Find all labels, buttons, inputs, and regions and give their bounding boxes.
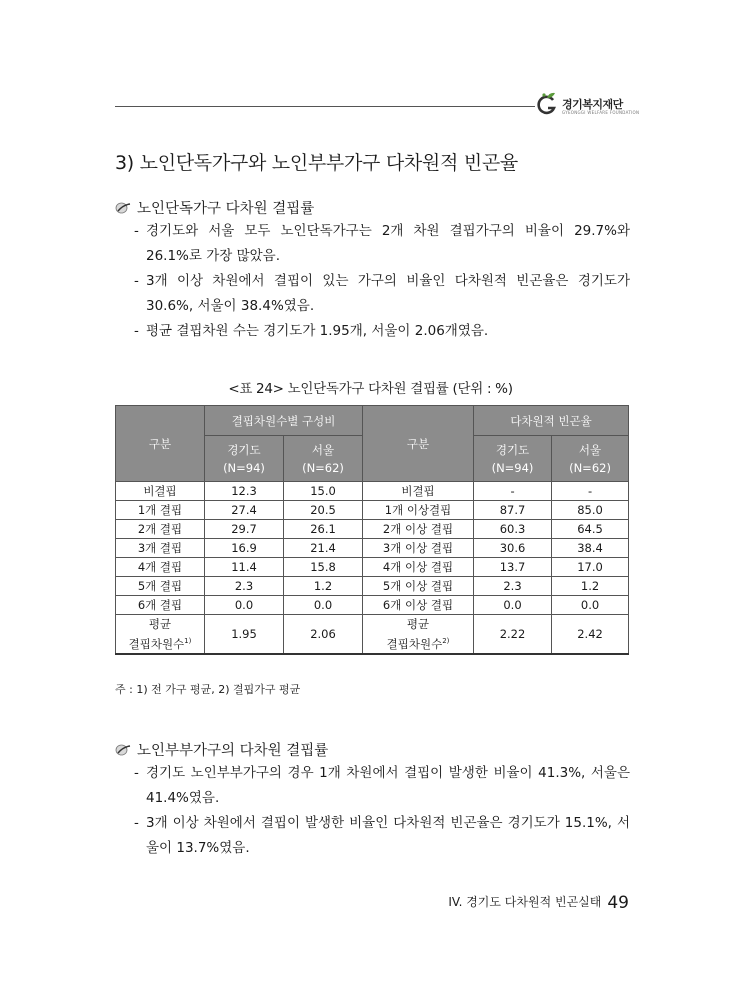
table-cell: 13.7 [474, 558, 552, 577]
table-cell: 2.22 [474, 615, 552, 655]
table-header-cell: 구분 [116, 406, 205, 482]
table-cell: 5개 결핍 [116, 577, 205, 596]
table-cell: 15.8 [284, 558, 363, 577]
table-cell: 12.3 [205, 482, 284, 501]
table-cell: 1.95 [205, 615, 284, 655]
table-cell: 1.2 [552, 577, 629, 596]
logo-name: 경기복지재단 [562, 98, 623, 111]
table-row [116, 577, 629, 596]
table-cell: 0.0 [284, 596, 363, 615]
subsection-body-couple [130, 761, 630, 861]
logo-subtitle: GYEONGGI WELFARE FOUNDATION [562, 110, 640, 115]
table-caption: <표 24> 노인단독가구 다차원 결핍률 (단위 : %) [228, 381, 513, 397]
table-cell: 비결핍 [363, 482, 474, 501]
table-cell: 비결핍 [116, 482, 205, 501]
table-cell: 29.7 [205, 520, 284, 539]
subsection-heading-couple [115, 739, 328, 760]
table-cell: 21.4 [284, 539, 363, 558]
table-header-cell: 다차원적 빈곤율 [474, 406, 629, 436]
table-cell: 2개 이상 결핍 [363, 520, 474, 539]
list-item: - 평균 결핍차원 수는 경기도가 1.95개, 서울이 2.06개였음. [130, 319, 630, 344]
section-title: 3) 노인단독가구와 노인부부가구 다차원적 빈곤율 [115, 152, 518, 174]
table-row [116, 539, 629, 558]
table-row [116, 482, 629, 501]
page-number: 49 [607, 893, 629, 913]
table-cell: 15.0 [284, 482, 363, 501]
table-row [116, 520, 629, 539]
table-cell: 60.3 [474, 520, 552, 539]
deprivation-table [115, 405, 629, 655]
table-cell: 64.5 [552, 520, 629, 539]
table-cell: 4개 이상 결핍 [363, 558, 474, 577]
table-cell: 1개 이상결핍 [363, 501, 474, 520]
table-cell: - [552, 482, 629, 501]
table-cell: 38.4 [552, 539, 629, 558]
table-cell: 4개 결핍 [116, 558, 205, 577]
table-cell: 2.3 [474, 577, 552, 596]
table-cell: 2.3 [205, 577, 284, 596]
table-header-cell: 경기도 (N=94) [205, 436, 284, 482]
table-cell: 3개 이상 결핍 [363, 539, 474, 558]
table-cell: 2개 결핍 [116, 520, 205, 539]
table-row [116, 558, 629, 577]
footnote-marker: 2) [442, 636, 450, 645]
subsection-heading-single [115, 197, 314, 218]
table-header-cell: 경기도 (N=94) [474, 436, 552, 482]
table-cell: 27.4 [205, 501, 284, 520]
subsection-title: 노인부부가구의 다차원 결핍률 [137, 743, 329, 759]
subsection-title: 노인단독가구 다차원 결핍률 [137, 201, 315, 217]
table-row [116, 501, 629, 520]
table-cell: 0.0 [205, 596, 284, 615]
table-cell: 5개 이상 결핍 [363, 577, 474, 596]
footnote-marker: 1) [184, 636, 192, 645]
table-header-cell: 서울 (N=62) [284, 436, 363, 482]
list-item: - 경기도 노인부부가구의 경우 1개 차원에서 결핍이 발생한 비율이 41.3%, 서울은 41.4%였음. [130, 761, 630, 811]
table-cell: 1개 결핍 [116, 501, 205, 520]
foundation-logo [536, 92, 640, 120]
table-row [116, 596, 629, 615]
table-cell: 26.1 [284, 520, 363, 539]
table-cell: 11.4 [205, 558, 284, 577]
subsection-body-single [130, 219, 630, 344]
table-cell: 6개 이상 결핍 [363, 596, 474, 615]
table-header-cell: 구분 [363, 406, 474, 482]
list-item: - 3개 이상 차원에서 결핍이 발생한 비율인 다차원적 빈곤율은 경기도가 15.1%, 서울이 13.7%였음. [130, 811, 630, 861]
table-cell: 2.42 [552, 615, 629, 655]
table-cell: 17.0 [552, 558, 629, 577]
logo-mark-icon [536, 92, 558, 116]
page-footer [448, 893, 629, 913]
table-cell: - [474, 482, 552, 501]
table-cell: 87.7 [474, 501, 552, 520]
table-header-row [116, 406, 629, 436]
table-cell: 평균 결핍차원수$^{1)}$ [116, 615, 205, 655]
bullet-icon [115, 744, 131, 756]
table-cell: 85.0 [552, 501, 629, 520]
table-header-cell: 결핍차원수별 구성비 [205, 406, 363, 436]
table-cell: 20.5 [284, 501, 363, 520]
table-cell: 0.0 [552, 596, 629, 615]
table-cell: 1.2 [284, 577, 363, 596]
list-item: - 경기도와 서울 모두 노인단독가구는 2개 차원 결핍가구의 비율이 29.7%와 26.1%로 가장 많았음. [130, 219, 630, 269]
table-cell: 3개 결핍 [116, 539, 205, 558]
table-note: 주 : 1) 전 가구 평균, 2) 결핍가구 평균 [115, 683, 301, 696]
list-item: - 3개 이상 차원에서 결핍이 있는 가구의 비율인 다차원적 빈곤율은 경기도가 30.6%, 서울이 38.4%였음. [130, 269, 630, 319]
table-cell: 16.9 [205, 539, 284, 558]
header-rule [115, 106, 535, 107]
table-cell: 30.6 [474, 539, 552, 558]
table-cell: 0.0 [474, 596, 552, 615]
table-cell: 평균 결핍차원수$^{2)}$ [363, 615, 474, 655]
table-cell: 6개 결핍 [116, 596, 205, 615]
bullet-icon [115, 202, 131, 214]
footer-chapter-label: IV. 경기도 다차원적 빈곤실태 [448, 895, 602, 909]
table-row-average [116, 615, 629, 655]
table-header-cell: 서울 (N=62) [552, 436, 629, 482]
table-cell: 2.06 [284, 615, 363, 655]
